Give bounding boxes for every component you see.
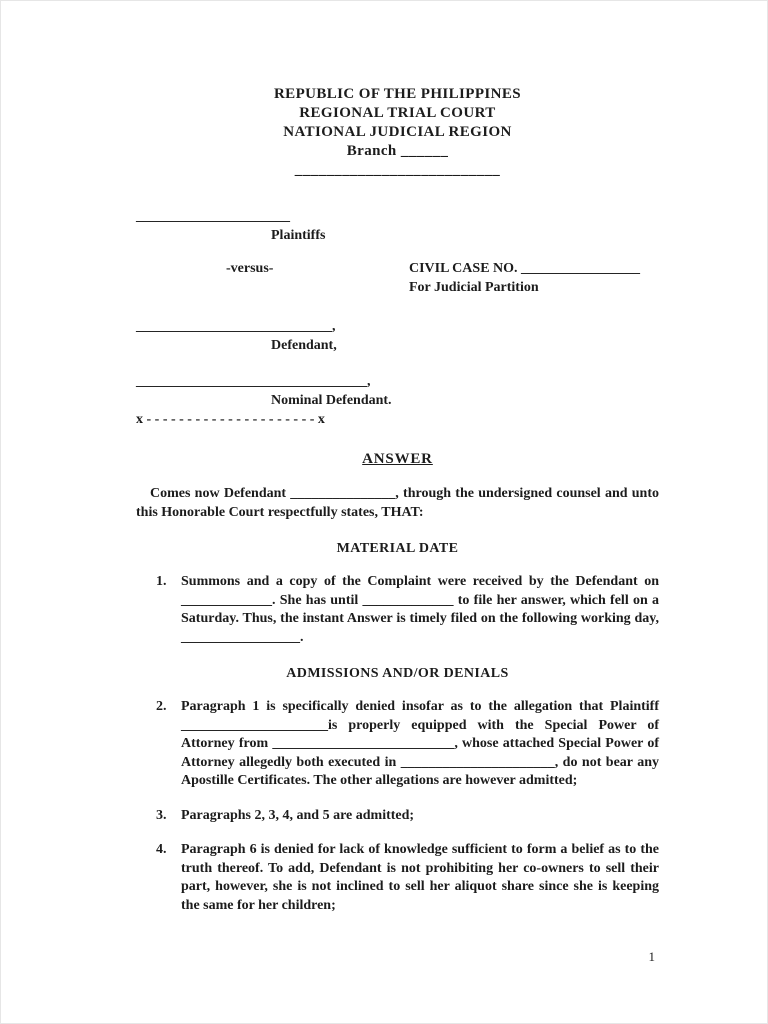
item-number: 1. <box>156 574 167 589</box>
item-text: Paragraph 1 is specifically denied insofar as to the allegation that Plaintiff _____________________is properly equipped with the Special Power of Attorney from __________________________, whose attached Special Power of Attorney allegedly both executed in ______________________, do not bear any Apostille Certificates. The other allegations are however admitted; <box>181 699 659 788</box>
document-title: ANSWER <box>362 451 433 467</box>
defendant-label: Defendant, <box>271 338 337 353</box>
civil-case-number: CIVIL CASE NO. _________________ <box>409 261 641 276</box>
item-text: Paragraphs 2, 3, 4, and 5 are admitted; <box>181 807 415 823</box>
intro-paragraph: Comes now Defendant _______________, through the undersigned counsel and unto this Honorable Court respectfully states, THAT: <box>136 486 659 520</box>
header-republic: REPUBLIC OF THE PHILIPPINES <box>273 86 522 102</box>
page-number: 1 <box>648 949 655 964</box>
header-branch: Branch ______ <box>346 143 449 159</box>
caption-divider: x - - - - - - - - - - - - - - - - - - - - - x <box>136 412 325 427</box>
header-court: REGIONAL TRIAL COURT <box>299 105 496 121</box>
item-text: Paragraph 6 is denied for lack of knowledge sufficient to form a belief as to the truth thereof. To add, Defendant is not prohibiting her co-owners to sell their part, however, she is not inclined to sell her aliquot share since she is keeping the same for her children; <box>181 842 659 913</box>
case-caption <box>136 207 659 429</box>
defendant-block <box>136 317 659 355</box>
list-item-3 <box>136 807 659 826</box>
nominal-defendant-label: Nominal Defendant. <box>271 393 392 408</box>
section-heading-material-date: MATERIAL DATE <box>336 541 459 556</box>
plaintiff-name-blank: ______________________ <box>136 209 290 224</box>
court-header <box>136 85 659 180</box>
section-heading-admissions: ADMISSIONS AND/OR DENIALS <box>286 666 509 681</box>
case-nature: For Judicial Partition <box>409 280 539 295</box>
list-item-1 <box>136 573 659 647</box>
case-info <box>409 259 640 297</box>
item-number: 3. <box>156 807 167 823</box>
nominal-defendant-name-blank: _________________________________, <box>136 374 371 389</box>
plaintiffs-label: Plaintiffs <box>271 228 326 243</box>
header-underline: __________________________ <box>294 162 501 178</box>
versus-label: -versus- <box>226 261 274 276</box>
list-item-4 <box>136 841 659 915</box>
item-number: 4. <box>156 842 167 857</box>
header-region: NATIONAL JUDICIAL REGION <box>283 124 512 140</box>
nominal-defendant-block <box>136 372 659 410</box>
defendant-name-blank: ____________________________, <box>136 319 336 334</box>
item-text: Summons and a copy of the Complaint were received by the Defendant on _____________. She has until _____________ to file her answer, which fell on a Saturday. Thus, the instant Answer is timely filed on the following working day, _________________. <box>181 574 659 645</box>
versus-row <box>136 259 659 297</box>
list-item-2 <box>136 698 659 791</box>
item-number: 2. <box>156 699 167 714</box>
